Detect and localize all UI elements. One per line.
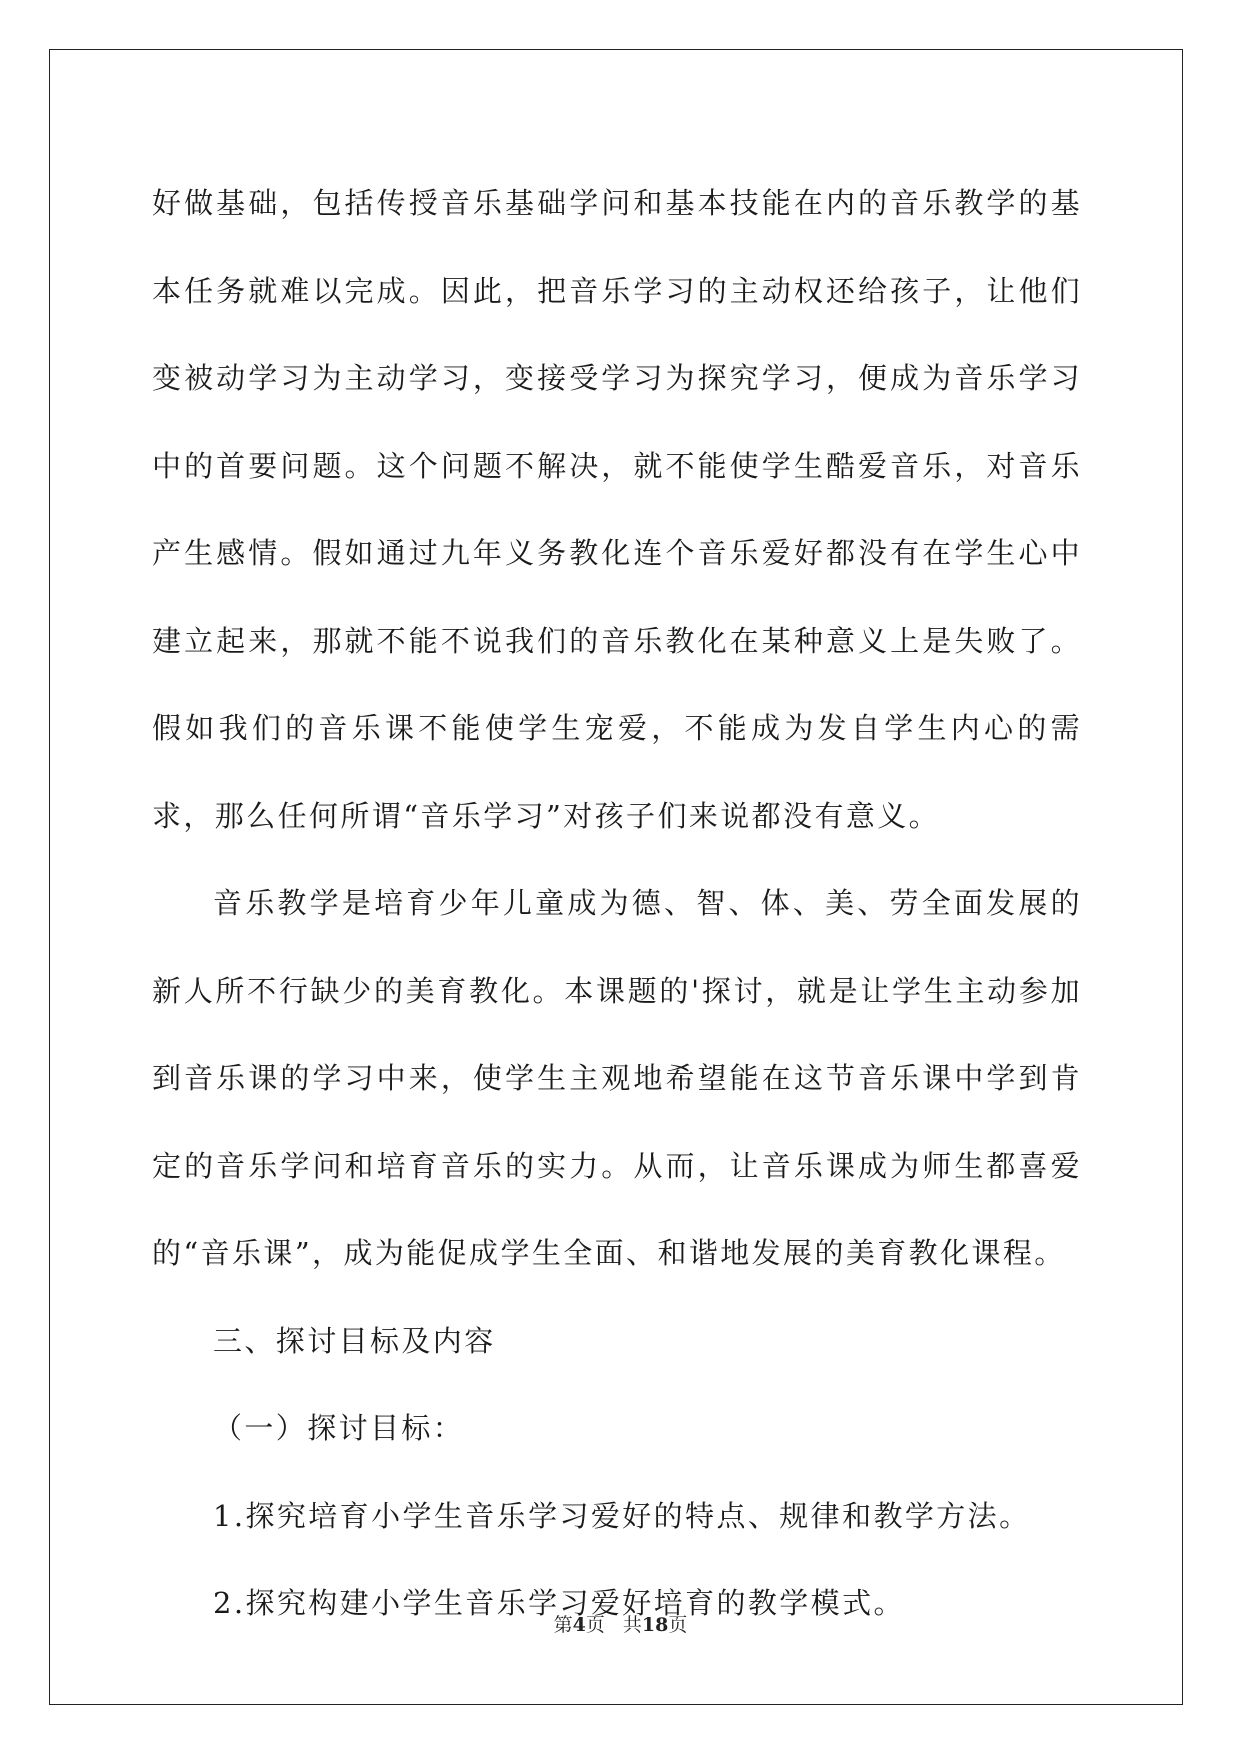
footer-total-prefix: 共 xyxy=(622,1614,642,1636)
objective-item-2: 2.探究构建小学生音乐学习爱好培育的教学模式。 xyxy=(213,1586,905,1620)
footer-prefix: 第 xyxy=(553,1614,573,1636)
objective-item-1: 1.探究培育小学生音乐学习爱好的特点、规律和教学方法。 xyxy=(213,1498,1031,1533)
paragraph-continuation: 好做基础，包括传授音乐基础学问和基本技能在内的音乐教学的基本任务就难以完成。因此，把音乐学习的主动权还给孩子，让他们变被动学习为主动学习，变接受学习为探究学习，便成为音乐学习中的首要问题。这个问题不解决，就不能使学生酷爱音乐，对音乐产生感情。假如通过九年义务教化连个音乐爱好都没有在学生心中建立起来，那就不能不说我们的音乐教化在某种意义上是失败了。假如我们的音乐课不能使学生宠爱，不能成为发自学生内心的需求，那么任何所谓“音乐学习”对孩子们来说都没有意义。 xyxy=(152,186,1082,833)
footer-total-unit: 页 xyxy=(668,1614,688,1636)
footer-page-unit: 页 xyxy=(585,1614,605,1636)
paragraph-music-education: 音乐教学是培育少年儿童成为德、智、体、美、劳全面发展的新人所不行缺少的美育教化。本课题的'探讨，就是让学生主动参加到音乐课的学习中来，使学生主观地希望能在这节音乐课中学到肯定的音乐学问和培育音乐的实力。从而，让音乐课成为师生都喜爱的“音乐课”，成为能促成学生全面、和谐地发展的美育教化课程。 xyxy=(152,886,1082,1270)
current-page-number: 4 xyxy=(572,1614,586,1636)
total-page-count: 18 xyxy=(641,1614,669,1636)
section-heading-objectives: 三、探讨目标及内容 xyxy=(213,1323,496,1358)
page-footer xyxy=(0,1610,1241,1637)
document-body xyxy=(152,160,1082,1648)
subsection-heading-objectives: （一）探讨目标： xyxy=(213,1411,465,1445)
